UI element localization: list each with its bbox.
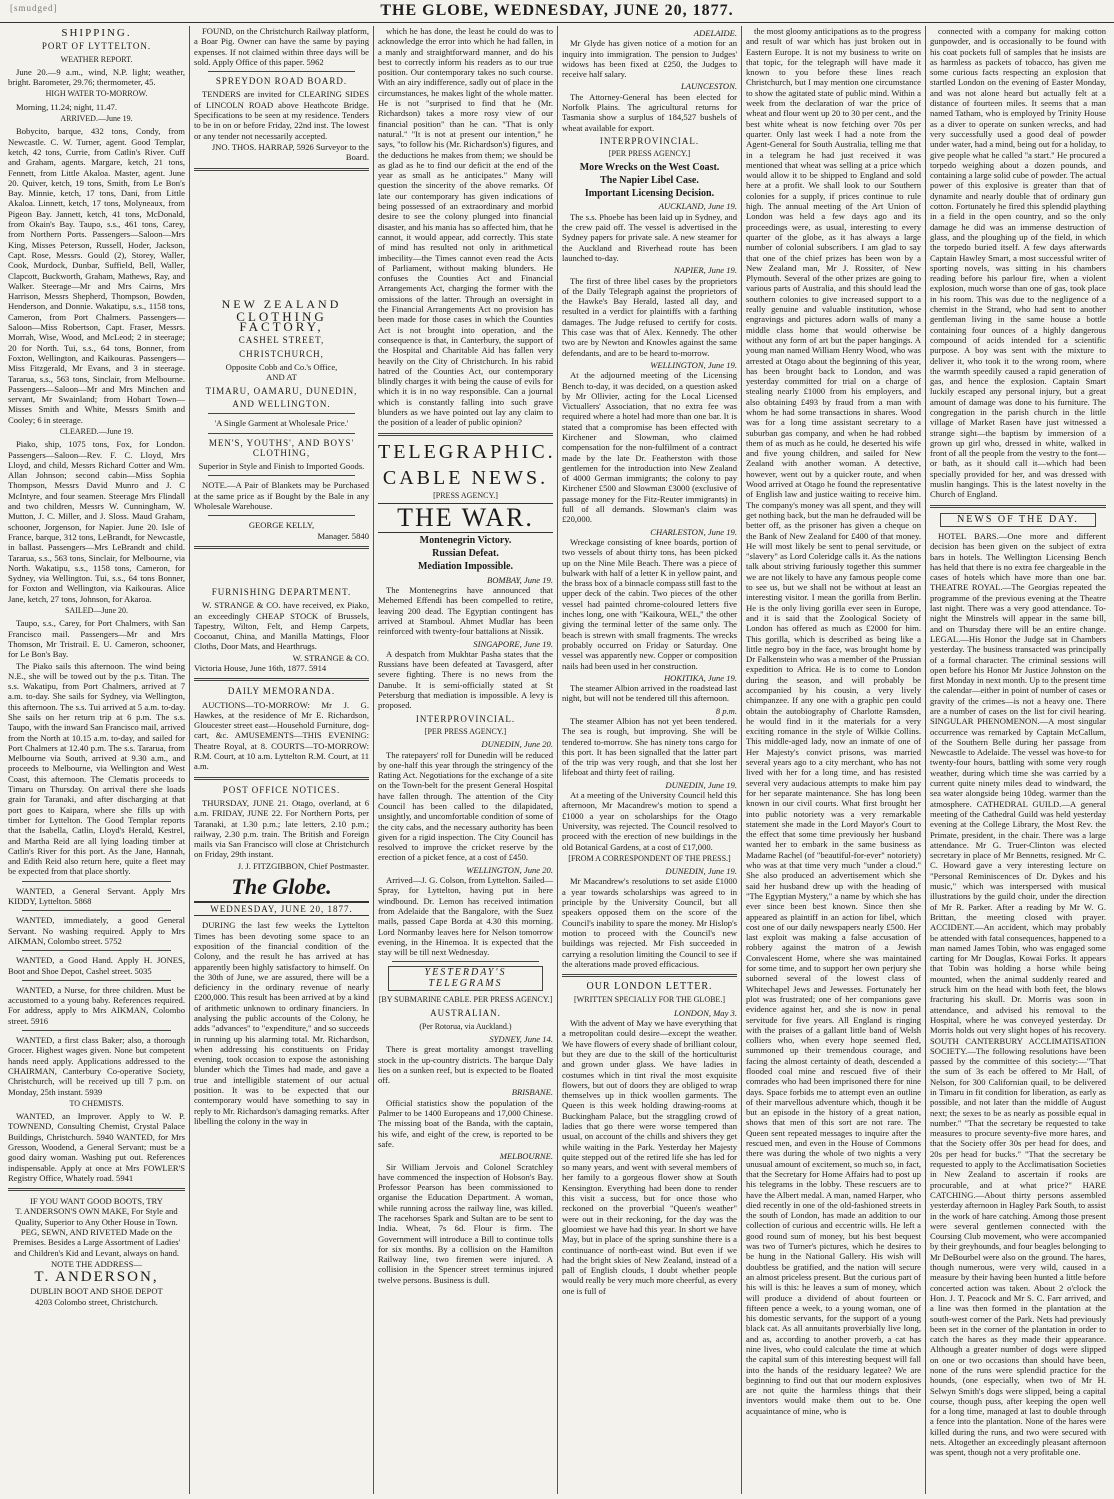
- telegraphic-heading: TELEGRAPHIC.: [378, 440, 556, 463]
- editorial-continued: which he has done, the least he could do was to acknowledge the error into which he had fallen, in a manly and straightforward manner, and do his best to correctly inform his readers as to our true position. Our contemporary takes no such course. With an airy indifference, sadly out of place in the circumstances, he makes light of the whole matter. He is not "surprised to find that he (Mr. Richardson) takes a more rosy view of our financial position" than he can. "That is only natural." "It is not at present our intention," he says, "to follow his (Mr. Richardson's) figures, and the deductions he makes from them; we should be as glad as he to find our deficit at the end of the year as small as he anticipates." Many will question the sincerity of the above remarks. Of late our contemporary has given indications of being possessed of an extraordinary and morbid desire to see the colony plunged into financial disaster, and his mania has so affected him, that he cannot, it would appear, add correctly. This state of mind has resulted not only in arithmetical imbecility—the Times cannot even read the Acts of Parliament, without making blunders. He confuses the Counties Act and Financial Arrangements Act, charging the former with the omissions of the latter. Through an oversight in the Financial Arrangements Act no provision has been made for those cases in which the Counties Act is not brought into operation, and the consequence is that, in Canterbury, the support of the Hospital and Charitable Aid has fallen very heavily on the City of Christchurch. In his rabid hatred of the Counties Act, our contemporary blindly charges it with being the cause of evils for which it is in no way responsible. Can a journal which is constantly falling into such grave blunders as we have pointed out lay any claim to the position of a leader of public opinion?: [378, 26, 554, 428]
- headline-licensing: Important Licensing Decision.: [584, 188, 715, 200]
- manager-title: Manager. 5840: [317, 530, 369, 541]
- shipping-notes: The Piako sails this afternoon. The wind being N.E., she will be towed out by the p.s. Titan. The s.s. Wakatipu, from Port Chalmers, arrived at 7 a.m. to-day. She sails for Sydney, via Wellington, this afternoon. The s.s. Tui arrived at 5 a.m. to-day. She sails on her return trip at 6 p.m. The s.s. Taupo, with the inward San Francisco mail, arrived from the North at 10.15 a.m. to-day, and sailed for Port Chalmers at 12.40 p.m. The s.s. Tararua, from Melbourne via South, arrived at 9.30 a.m., and proceeds to Melbourne, via Wellington and West Coast, this afternoon. The Clematis proceeds to Timaru on Thursday. On arrival there she loads grain for Taranaki, and after discharging at that port goes to Kaipara, where she fills up with timber for Lyttelton. The Good Templar reports that the Isabella, Catlin, Lloyd's Herald, Kestrel, and Martha Reid are all lying loading timber at Catlin's River for this port. As the Jane, Hannah, and Edith Reid also return here, quite a fleet may be expected from that place shortly.: [8, 660, 185, 877]
- cashel-street: CASHEL STREET,: [238, 335, 325, 346]
- nz-heading: NEW ZEALAND: [221, 296, 342, 311]
- column-1: [4, 26, 190, 1494]
- column-6: [926, 26, 1110, 1494]
- london-letter-text: With the advent of May we have everything that a metropolitan could desire—except the weather. We have flowers of every shade of brilliant colour, but they are due to the skill of the horticulturist and grown under glass. We have ladies in costumes which in tint rival the most exquisite flowers, but out of doors they are obliged to wrap themselves up in thick woollen garments. The Queen is this week holding drawing-rooms at Buckingham Palace, but the straggling crowd of ladies that go there were worse tempered than usual, on account of the chills and shivers they get while waiting in the Park. Yesterday her Majesty quite stepped out of the retired life she has led for so many years, and went with several members of her family to a gorgeous flower show at South Kensington. Everything had been done to render this visit a success, but for once those who reckoned on the proverbial "Queen's weather" were out in their reckoning, for the day was the gloomiest we have had this year. In short we have May, but in place of the spring sunshine there is a continuance of north-east wind. But even if we had the bright skies of New Zealand, instead of a pall of English clouds, I doubt whether people would really be very much more cheerful, as every one is full of: [562, 1018, 737, 1296]
- divider: [22, 950, 171, 951]
- towns: TIMARU, OAMARU, DUNEDIN,: [205, 385, 358, 396]
- dateline-napier: NAPIER, June 19.: [673, 265, 737, 276]
- interprovincial-heading: INTERPROVINCIAL.: [599, 135, 700, 146]
- dateline-charleston: CHARLESTON, June 19.: [650, 526, 737, 537]
- divider: [22, 1030, 171, 1031]
- divider: [8, 1188, 185, 1191]
- dateline-8pm: 8 p.m.: [715, 705, 737, 716]
- memo-text: AUCTIONS—TO-MORROW: Mr J. G. Hawkes, at the residence of Mr E. Richardson, Gloucester street east—Household Furniture, dog-cart, &c. AMUSEMENTS—THIS EVENING: Theatre Royal, at 8. COURTS—TO-MORROW: R.M. Court, at 10 a.m. Lyttelton R.M. Court, at 11 a.m.: [194, 699, 369, 772]
- page-columns: [4, 26, 1110, 1494]
- furnishing-title: FURNISHING DEPARTMENT.: [211, 586, 352, 597]
- dateline-sydney: SYDNEY, June 14.: [489, 1033, 553, 1044]
- cleared-title: CLEARED.—June 19.: [59, 426, 134, 436]
- chemists-title: TO CHEMISTS.: [69, 1098, 124, 1108]
- per-press-agency: [PER PRESS AGENCY.]: [424, 726, 507, 736]
- melbourne-text: Sir William Jervois and Colonel Scratchley have commenced the inspection of Hobson's Bay. Professor Pearson has been commissioned to organise the Education Department. A woman, while running across the railway line, was killed. The racehorses Spark and Sultan are to be sent to India. Wheat, 7s 6d. Flour is firm. The Government will introduce a Bill to continue tolls for six months. By a collision on the Hamilton Railway line, two firemen were injured. A collision in the Spencer street terminus injured twelve persons. Business is dull.: [378, 1161, 553, 1285]
- divider: [208, 413, 355, 414]
- masthead: [0, 0, 1114, 23]
- high-water-text: Morning, 11.24; night, 11.47.: [16, 101, 118, 112]
- shipping-heading: SHIPPING.: [61, 27, 132, 39]
- note-address: NOTE THE ADDRESS—: [50, 1258, 143, 1269]
- sailed-title: SAILED—June 20.: [64, 606, 129, 616]
- opposite: Opposite Cobb and Co.'s Office,: [225, 362, 338, 373]
- brisbane-text: Official statistics show the population of the Palmer to be 1400 Europeans and 17,000 Chinese. The missing boat of the Banda, with the captain, his wife, and eight of the crew, is reported to be safe.: [378, 1097, 553, 1149]
- spreydon-text: TENDERS are invited for CLEARING SIDES of LINCOLN ROAD above Heathcote Bridge. Specifications to be seen at my residence. Tenders to be in on or before Friday, 22nd inst. The lowest or any tender not necessarily accepted.: [194, 89, 369, 141]
- divider: [194, 678, 369, 681]
- dateline-dunedin: DUNEDIN, June 19.: [665, 779, 737, 790]
- memo-title: DAILY MEMORANDA.: [227, 686, 336, 697]
- dateline-dunedin-2: DUNEDIN, June 19.: [665, 866, 737, 877]
- wellington: AND WELLINGTON.: [232, 398, 331, 409]
- anderson-name: T. ANDERSON,: [34, 1269, 159, 1286]
- headline-2: Russian Defeat.: [432, 548, 499, 560]
- post-text: THURSDAY, JUNE 21. Otago, overland, at 6 a.m. FRIDAY, JUNE 22. For Northern Ports, per Taranaki, at 1.30 p.m.; late letters, 2.10 p.m.; railway, 2.30 p.m. train. The British and Foreign mails via San Francisco will close at Christchurch on Friday, 29th instant.: [194, 797, 369, 860]
- post-signature: J. J. FITZGIBBON, Chief Postmaster.: [237, 860, 369, 871]
- column-4: [558, 26, 742, 1494]
- arrived-text: Bobycito, barque, 432 tons, Condy, from Newcastle. C. W. Turner, agent. Good Templar, ketch, 42 tons, Currie, from Catlin's River. Cuff and Graham, agents. Margare, ketch, 21 tons, Fennett, from Little Akaloa. Master, agent. June 20. Quiver, ketch, 19 tons, Smith, from Le Bon's Bay. Minnie, ketch, 17 tons, Dani, from Little Akaloa. Linnett, ketch, 17 tons, Molyneaux, from Pigeon Bay. Jannett, ketch, 41 tons, McDonald, from Okain's Bay. Taupo, s.s., 461 tons, Carey, from Northern Ports. Passengers—Saloon—Mrs King, Misses Peterson, Russell, Hoder, Jackson, Capt. Rose, Messrs. Gould (2), Storey, Waller, Cook, Murdock, Dunbar, Suffield, Bell, Waller, Clapcott, Buckworth, Graham, Mathews, Ray, and Walker. Steerage—Mr and Mrs Cairns, Mrs Harrison, Messrs Shepherd, Thompson, Bowden, Henderson, and Donnie. Wakatipu, s.s., 1158 tons, Cameron, from Port Chalmers. Passengers—Saloon—Miss Robertson, Capt. Fraser, Messrs. Morrah, Wise, Wood, and McLeod; 2 in steerage; 20 for North. Tui, s.s., 64 tons, Bonner, from Foxton, Wellington, and Kaikouras. Passengers—Miss Fitzgerald, Mr Evans, and 3 in steerage. Tararua, s.s., 563 tons, Sinclair, from Melbourne. Passengers—Saloon—Mr and Mrs Minchen and servant, Mr Swainland; from Hobart Town—Misses Smith and White, Messrs Smith and Cooley; 6 in steerage.: [8, 126, 185, 425]
- launceston-text: The Attorney-General has been elected for Norfolk Plains. The agricultural returns for Tasmania show a surplus of 184,527 bushels of wheat available for export.: [562, 91, 737, 133]
- sailed-text: Taupo, s.s., Carey, for Port Chalmers, with San Francisco mail. Passengers—Mr and Mrs Thomson, Mr Tristrail. E. U. Cameron, schooner, for Le Bon's Bay.: [8, 618, 185, 660]
- wellington-text: Arrived—J. G. Colson, from Lyttelton. Sailed—Spray, for Lyttelton, having put in here windbound. Dr. Lemon has received intimation from Adelaide that the Bangalore, with the Suez mails, passed Cape Borda at 4.30 this morning. Lord Normanby leaves here for Nelson tomorrow evening, in the Hinemoa. It is expected that the stay will be till next Wednesday.: [378, 875, 553, 958]
- per-press-agency: [PER PRESS AGENCY.]: [608, 149, 691, 159]
- column-2: [190, 26, 374, 1494]
- dateline-wellington: WELLINGTON, June 19.: [650, 359, 737, 370]
- charleston-text: Wreckage consisting of knee boards, portion of two vessels of about thirty tons, has been picked up on the Nine Mile Beach. There was a piece of bulwark with half of a letter K in yellow paint, and the brass box of a binnacle compass still fast to the upper deck of the cabin. Two pieces of the other vessel had painted chrome-coloured letters five inches long, one with "Kaikoura, WEL," the other giving the terminal letter of the same only. The beach is strewn with small fragments. The wrecks probably occurred on Friday or Saturday. One vessel was apparently new. Copper or composition nails had been used in her construction.: [562, 536, 737, 671]
- auckland-text: The s.s. Phoebe has been laid up in Sydney, and the crew paid off. The vessel is advertised in the Sydney papers for private sale. A new steamer for the Auckland and Riverhead route has been launched to-day.: [562, 211, 737, 263]
- adelaide-text: Mr Glyde has given notice of a motion for an inquiry into immigration. The pension to Judges' widows has been fixed at £250, the Judges to receive half salary.: [562, 38, 737, 80]
- hokitika-text: The steamer Albion arrived in the roadstead last night, but will not be tendered till this afternoon.: [562, 683, 737, 704]
- furnishing-text: W. STRANGE & CO. have received, ex Piako, an exceedingly CHEAP STOCK of Brussels, Tapestry, Wilton, Felt, and Hemp Carpets, Cocoanut, China, and Manilla Mattings, Floor Cloths, Door Mats, and Hearthrugs.: [194, 600, 369, 652]
- headline-1: Montenegrin Victory.: [419, 534, 512, 546]
- headline-wrecks: More Wrecks on the West Coast.: [579, 161, 720, 173]
- headline-3: Mediation Impossible.: [417, 561, 513, 573]
- divider: [562, 974, 737, 977]
- australian-heading: AUSTRALIAN.: [430, 1008, 501, 1019]
- wellington-text: At the adjourned meeting of the Licensing Bench to-day, it was decided, on a question asked by Mr Ollivier, acting for the Local Licensed Victuallers' Association, that no extra fee was required where a hotel had more than one bar. It is stated that a compromise has been effected with Kirchener and Slowman, who claimed compensation for the non-fulfilment of a contract made by the late Dr. Featherston with those gentlemen for the introduction into New Zealand of 4000 German immigrants; the colony to pay Kirchener £500 and Slowman £3000 (exclusive of passage money for the Fitz-Reuter immigrants) in full of all demands. Slowman's claim was £20,000.: [562, 370, 737, 525]
- war-text: The Montenegrins have announced that Mehemed Effendi has been compelled to retire, leaving 200 dead. The Egyptian contingent has arrived at Stamboul. Ahmet Mudlar has been reinforced with twenty-four battalions at Nissik.: [378, 585, 553, 637]
- weather-title: WEATHER REPORT.: [60, 54, 133, 64]
- ad-wanted-2: WANTED, immediately, a good General Servant. No washing required. Apply to Mrs AIKMAN, Colombo street. 5752: [8, 915, 185, 946]
- dateline-bombay: BOMBAY, June 19.: [486, 574, 553, 585]
- dunedin-text: At a meeting of the University Council held this afternoon, Mr Macandrew's motion to spend a £1000 a year on scholarships for the Otago University, was rejected. The Council resolved to proceed with the erection of new buildings in the old Botanical Gardens, at a cost of £17,000.: [562, 790, 737, 852]
- weather-report: June 20.—9 a.m., wind, N.P. light; weather, bright. Barometer, 29.76; thermometer, 45.: [8, 66, 185, 88]
- anderson-street: 4203 Colombo street, Christchurch.: [35, 1296, 158, 1307]
- editorial: DURING the last few weeks the Lyttelton Times has been devoting some space to an exposition of the financial condition of the Colony, and the result he has arrived at has apparently been highly satisfactory to himself. On the 30th of June, we are assured, there will be a deficiency in the ordinary revenue of nearly £200,000. This result has been arrived at by a kind of arithmetic unknown to ordinary financiers. In analysing the public accounts of the Colony, he adds "advances" to "expenditure," and so succeeds in running up his alarming total. Mr. Richardson, when addressing his constituents on Friday evening, took occasion to expose the astonishing blunder which the Times had made, and gave a true and intelligible statement of our actual position. It was to be expected that our contemporary would have something to say in reply to Mr. Richardson's damaging remarks. After libelling the colony in the way in: [194, 920, 369, 1126]
- divider: [194, 168, 369, 171]
- london-letter-continued: the most gloomy anticipations as to the progress and result of war which has just broken out in Eastern Europe. It is not my business to write on that topic, for the telegraph will have made it known to you before these lines reach Christchurch, but I may mention one circumstance to show the agitated state of public mind. Within a week from the declaration of war the price of wheat and flour went up 20 to 30 per cent., and the best white wheat is now fetching over 70s per quarter. Only last week I had a note from the Agent-General for South Australia, telling me that in a telegram he had just received it was mentioned that wheat was selling at a price which would allow it to be shipped to England and sold here at a profit. We shall look to our Southern colonies for a supply, if prices continue to rule high. The annual meeting of the Art Union of London was held a few days ago and its proceedings were, as usual, interesting to every quarter of the globe, as it has always a large number of colonial subscribers. I am glad to say that one of the chief prizes has been won by a New Zealand man, Mr J. Rossiter, of New Plymouth. Several of the other prizes are going to various parts of Australia, and this should lead the southern colonies to give increased support to a really genuine and valuable institution, whose engravings and pictures adorn walls of many a middle class home that would otherwise be without any form of art but the paper hangings. A young man named William Henry Wood, who was arrested at Otago about the beginning of this year, has been brought back to London, and was yesterday committed for trial on a charge of stealing nearly £1000 from his employers, and also obtaining £493 by fraud from a man with whom he had some transactions in shares. Wood was for a long time assistant secretary to a suburban gas company, and when he had robbed them of as much as he could, he deserted his wife and five young children, and sailed for New Zealand with another woman. A detective, however, went out by a quicker route, and when Wood arrived at Otago he found the representative of English law and justice waiting to receive him. The company's money was all spent, and they will get nothing back, but the man he defrauded will be better off, as the prisoner has given a cheque on the Bank of New Zealand for £400 of that money. He will most likely be sent to penal servitude, or "slavery" as Lord Coleridge calls it. As the nations talk about striving furiously together this summer we are not likely to have any famous people come to see us, but we shall not be without at least an interesting visitor. I mean the gorilla from Berlin. He is the only living gorilla ever seen in Europe, and it is said that the Zoological Society of London has offered as much as £2000 for him. This gorilla, which is described as being like a little negro boy in the face, was brought home by Dr Falkenstein who was a member of the Prussian expedition to Africa. He is to come to London during the season, and will probably be accompanied by his cousin, a very lively chimpanzee. If any one with a graphic pen could obtain the autobiography of Charlotte Ramsden, he would find in it the materials for a very exciting romance in the style of Wilkie Collins. This middle-aged lady, now an inmate of one of Her Majesty's convict prisons, was married several years ago to a city merchant, who has not lived with her for a long time, and has resisted several very audacious attempts to make him pay for her separate maintenance. She has long been known in our civil courts. What first brought her into public notoriety was a very remarkable statement she made in the Lord Mayor's Court to the effect that some time previously her husband wanted her to embark in the same business as Madame Rachel (of "beautiful-for-ever" notoriety) who was at that time very much "under a cloud." She also produced an advertisement which she said her husband drew up with the heading of "The Egyptian Mystery," a name by which she has ever since been best known. Since then she appeared as plaintiff in an action for libel, which cost one of our daily newspapers nearly £500. Her last exploit was making a false accusation of robbery against the matron of a Jewish Convalescent Home, where she was maintained for some time, and to support her own perjury she suborned several of the lowest class of Whitechapel Jews and Jewesses. Fortunately her plot was frustrated; one of her companions gave evidence against her, and she is now in penal servitude for five years. All England is ringing with the praises of a gallant little band of Welsh colliers who, when every hope seemed fled, summoned up their tremendous courage, and facing the almost certainty of death, descended a flooded coal mine and rescued five of their comrades who had been imprisoned there for nine days. Space forbids me to attempt even an outline of their marvellous adventure which, though it be but an episode in the history of a great nation, shows that men of this sort are not rare. The Queen sent repeated messages to inquire after the rescued men, and even in the House of Commons there was during the whole of two nights a very unusual amount of excitement, so much so, in fact, that the Secretary for Home Affairs had to post up his telegrams in the lobby. These rescuers are to have the Albert medal. A man, named Harper, who died recently in one of the old-fashioned streets in the south of London, has made an addition to our collection of curious and eccentric wills. He left a good round sum of money, but his best bequest was two of Turner's pictures, which he desires to be hung in the National Gallery. His wish will doubtless be gratified, and the nation will secure an almost priceless present. But the curious part of his will is this: he leaves a sum of money, which will produce a dividend of about fourteen or fifteen pence a week, to a young woman, one of his domestic servants, for the support of a young black cat. As all annuitants proverbially live long, and as, according to another proverb, a cat has nine lives, who could calculate the time at which the capital sum of this interesting bequest will fall into the hands of the residuary legatee? We are beginning to find out that our modern explosives are not quite the harmless things that their inventors would make them out to be. One acquaintance of mine, who is: [746, 26, 921, 1416]
- interprovincial-heading: INTERPROVINCIAL.: [415, 713, 516, 724]
- clothing-factory-heading: CLOTHING FACTORY,: [236, 308, 327, 335]
- divider: [208, 515, 355, 516]
- correspondent-note: [FROM A CORRESPONDENT OF THE PRESS.]: [568, 853, 731, 863]
- news-of-the-day-text: HOTEL BARS.—One more and different decision has been given on the subject of extra bars in hotels. The Wellington Licensing Bench has held that there is no extra fee chargeable in the cases of hotels which have more than one bar. THEATRE ROYAL.—The Georgias repeated the programme of the previous evening at the Theatre last night. There was a very good attendance. To-night the Minstrels will appear in the same bill, and on Thursday there will be an entire change. LEGAL.—His Honor the Judge sat in Chambers yesterday. The business transacted was principally of a formal character. The criminal sessions will open before his Honor Mr Justice Johnston on the first Monday in next month. Up to the present time the calendar—either in point of number of cases or gravity of the crimes—is not a heavy one. There are a number of cases on the list for civil hearing. SINGULAR PHENOMENON.—A most singular occurrence was remarked by Captain McCallum, of the Southern Belle during her passage from Newcastle to Adelaide. The vessel was hove-to for twenty-four hours, battling with some very rough weather, during which time she was carried by a current quite ninety miles dead to windward, the sea water alongside being 10deg. warmer than the atmosphere. CATHEDRAL GUILD.—A general meeting of the Cathedral Guild was held yesterday evening at the College Library, the Most Rev. the Primate, president, in the chair. There was a large attendance. Mr G. Truer-Clinton was elected secretary in place of Mr Bennetts, resigned. Mr C. C. Howard gave a very interesting lecture on "Personal Reminiscences of Dr. Dykes and his music," which was interspersed with musical illustrations by the guild choir, under the direction of Mr R. Parker. After a reading by Mr W. G. Brittan, the meeting closed with prayer. ACCIDENT.—An accident, which may probably be attended with fatal consequences, happened to a man named James Tobin, who was engaged some carting for Mr Douglas, Kowai Forks. It appears that Tobin was holding a horse while being mounted, when the animal suddenly reared and struck him on the head with both feet, the blows fracturing his skull. Dr. Morris was soon in attendance, and advised his removal to the Hospital, where he was conveyed yesterday. Dr Morris holds out very slight hopes of his recovery. SOUTH CANTERBURY ACCLIMATISATION SOCIETY.—The following resolutions have been passed by the committee of this society:—"That the sum of 3s each be offered to Mr Hall, of Nelson, for 300 Californian quail, to be delivered in Timaru in fit condition for liberation, as early as possible, and not later than the middle of August next; the sexes to be as nearly as possible equal in number." "That the secretary be requested to take measures to procure seventy-five more hares, and that the Society offer 30s per head for does, and 20s per head for bucks." "That the secretary be requested to apply to the Acclimatisation Societies in New Zealand to ascertain if rooks are procurable, and at what price?" HARE CATCHING.—About thirty persons assembled yesterday afternoon in Hagley Park South, to assist in the work of hare catching. Among those present were several gentlemen connected with the Coursing Club movement, who were accompanied by their greyhounds, and four beagles belonging to Mr DeBourbel were also on the ground. The hares, though numerous, were very wild, caused in a measure by their having been hunted a little before concerted action was taken. About 2 o'clock the Hon. J. T. Peacock and Mr S. C. Farr arrived, and a line was then formed in the plantation at the south-west corner of the Park. Nets had previously been set in the corner of the plantation in order to catch the hares as they made their appearance. Although a greater number of dogs were slipped on one or two occasions than should have been, none of the runs were splendid practice for the hounds, (one especially, when two of Mr H. Selwyn Smith's dogs were slipped, being a capital course, though puss, after keeping the open well for a long time, managed at last to double through a fence into the plantation. None of the hares were killed during the runs, and two were secured with nets. Altogether an exceedingly pleasant afternoon was spent, though not a very profitable one.: [930, 530, 1106, 1458]
- page-reference: [smudged]: [10, 3, 58, 13]
- christchurch: CHRISTCHURCH,: [239, 348, 324, 359]
- the-war-heading: THE WAR.: [378, 503, 553, 533]
- port-subheading: PORT OF LYTTELTON.: [41, 41, 152, 52]
- dateline-hokitika: HOKITIKA, June 19.: [663, 672, 737, 683]
- singapore-text: A despatch from Mukhtar Pasha states that the Russians have been defeated at Tavasgerd, after severe fighting. There is no news from the Danube. It is semi-officially stated at St Petersburg that mediation is impossible. A levy is proposed.: [378, 648, 553, 711]
- anderson-depot: DUBLIN BOOT AND SHOE DEPOT: [30, 1286, 163, 1297]
- yesterdays-telegrams-heading: YESTERDAY'S TELEGRAMS: [388, 966, 543, 991]
- london-letter-heading: OUR LONDON LETTER.: [586, 981, 713, 993]
- post-title: POST OFFICE NOTICES.: [222, 784, 341, 795]
- divider: [22, 881, 171, 882]
- divider: [930, 505, 1106, 508]
- divider: [208, 433, 355, 434]
- dateline-dunedin: DUNEDIN, June 20.: [481, 739, 553, 750]
- garment-slogan: 'A Single Garment at Wholesale Price.': [214, 418, 349, 429]
- high-water-title: HIGH WATER TO-MORROW.: [45, 89, 148, 99]
- found-ad: FOUND, on the Christchurch Railway platform, a Boar Pig. Owner can have the same by paying expenses. If not claimed within three days will be sold. Apply Office of this paper. 5962: [194, 26, 369, 67]
- dateline-london: LONDON, May 3.: [673, 1007, 737, 1018]
- dateline-singapore: SINGAPORE, June 19.: [473, 638, 553, 649]
- headline-libel: The Napier Libel Case.: [600, 174, 699, 186]
- masthead-title: THE GLOBE, WEDNESDAY, JUNE 20, 1877.: [380, 2, 734, 19]
- ad-wanted-5: WANTED, a first class Baker; also, a thorough Grocer. Highest wages given. None but competent hands need apply. Applications addressed to the CHAIRMAN, Canterbury Co-operative Society, Christchurch, will be received up till 7 p.m. on Monday, 25th instant. 5939: [8, 1035, 185, 1097]
- blanket-note: NOTE.—A Pair of Blankets may be Purchased at the same price as if Bought by the Bale in any Wholesale Warehouse.: [194, 480, 369, 512]
- correspondent-text: Mr Macandrew's resolutions to set aside £1000 a year towards scholarships was agreed to in principle by the University Council, but all speakers opposed them on the score of the Council's inability to spare the money. Mr Hislop's motion to proceed with the Council's new buildings was rejected. Mr Fish succeeded in carrying a resolution limiting the Council to see if the alterations made proved efficacious.: [562, 876, 737, 969]
- ad-space: [194, 176, 369, 296]
- boots-text: T. ANDERSON'S OWN MAKE, For Style and Quality, Superior to Any Other House in Town. PEG, SEWN, AND RIVETED Made on the Premises. Besides a Large Assortment of Ladies' and Children's Kid and Levant, always on hand.: [12, 1206, 181, 1258]
- divider: [208, 71, 355, 72]
- arrived-title: ARRIVED.—June 19.: [60, 114, 133, 124]
- dateline-launceston: LAUNCESTON.: [681, 81, 737, 92]
- dateline-auckland: AUCKLAND, June 19.: [658, 201, 737, 212]
- column-3: [374, 26, 558, 1494]
- london-letter-sub: [WRITTEN SPECIALLY FOR THE GLOBE.]: [574, 995, 725, 1005]
- cable-news-heading: CABLE NEWS.: [382, 466, 549, 489]
- dateline-melbourne: MELBOURNE.: [499, 1151, 553, 1162]
- globe-title: The Globe.: [231, 874, 332, 900]
- divider: [194, 777, 369, 780]
- ad-wanted-3: WANTED, a Good Hand. Apply H. JONES, Boot and Shoe Depot, Cashel street. 5035: [8, 955, 185, 976]
- press-agency: [PRESS AGENCY.]: [433, 490, 498, 500]
- rotorua: (Per Rotorua, via Auckland.): [419, 1021, 512, 1031]
- napier-text: The first of three libel cases by the proprietors of the Daily Telegraph against the proprietors of the Hawke's Bay Herald, lasted all day, and resulted in a verdict for plaintiffs with a farthing damages. The Judge refused to certify for costs. This case was that of Alex. Kennedy. The other two are by Newton and Knowles against the same defendants, and are to be heard to-morrow.: [562, 275, 737, 358]
- divider: [194, 546, 369, 549]
- spreydon-title: SPREYDON ROAD BOARD.: [215, 76, 348, 87]
- column-5: [742, 26, 926, 1494]
- divider: [22, 910, 171, 911]
- submarine-cable: [BY SUBMARINE CABLE. PER PRESS AGENCY.]: [378, 995, 553, 1005]
- strange-address: Victoria House, June 16th, 1877. 5914: [194, 662, 327, 673]
- and-at: AND AT: [266, 372, 297, 383]
- mens-clothing: MEN'S, YOUTHS', AND BOYS' CLOTHING,: [208, 437, 355, 458]
- spreydon-signature: JNO. THOS. HARRAP, 5926 Surveyor to the Board.: [211, 141, 369, 163]
- superior: Superior in Style and Finish to Imported Goods.: [198, 461, 365, 472]
- ad-wanted-4: WANTED, a Nurse, for three children. Must be accustomed to a young baby. References required. For address, apply to Mrs AIKMAN, Colombo street. 5916: [8, 984, 185, 1026]
- chemists-ads: WANTED, an Improver. Apply to W. P. TOWNEND, Consulting Chemist, Crystal Palace Buildings, Christchurch. 5940 WANTED, for Mrs Gresson, Woodend, a General Servant; must be a good dairy woman. Washing put out. References indispensable. Apply at once at Mrs FOWLER'S Registry Office, Whately road. 5941: [8, 1111, 185, 1183]
- divider: [208, 475, 355, 476]
- ad-space: [194, 554, 369, 584]
- divider: [392, 961, 539, 962]
- boots-title: IF YOU WANT GOOD BOOTS, TRY: [30, 1196, 163, 1207]
- strange-signature: W. STRANGE & CO.: [292, 652, 369, 663]
- eight-pm-text: The steamer Albion has not yet been tendered. The sea is rough, but improving. She will be tendered to-morrow. She has ninety tons cargo for this port. It has been signalled that the latter part of the trip was very rough, and that she lost her lifeboat and thirty feet of railing.: [562, 716, 737, 778]
- manager-name: GEORGE KELLY,: [248, 520, 315, 531]
- dateline-wellington: WELLINGTON, June 20.: [466, 864, 553, 875]
- dunedin-text: The ratepayers' roll for Dunedin will be reduced by one-half this year through the stringency of the Rating Act. Negotiations for the exchange of a site on the Town-belt for the present General Hospital have fallen through. The attention of the City Council has been called to the dilapidated, unsightly, and uncomfortable condition of some of the city cabs, and the necessary authority has been given for a rigid inspection. The City Council has resolved to improve the cricket reserve by the erection of a picket fence, at a cost of £450.: [378, 749, 553, 863]
- sydney-text: There is great mortality amongst travelling stock in the up-country districts. The barque Daly lies on a sunken reef, but is expected to be floated off.: [378, 1044, 553, 1086]
- divider: [378, 433, 553, 436]
- ad-wanted-1: WANTED, a General Servant. Apply Mrs KIDDY, Lyttelton. 5868: [8, 885, 185, 907]
- cleared-text: Piako, ship, 1075 tons, Fox, for London. Passengers—Saloon—Rev. F. C. Lloyd, Mrs Lloyd, and child, Messrs Richard Cotter and Wm. Allan Johnson; second cabin—Miss Sophia Thompson, Messrs David Munro and J. C McIntyre, and four seamen. Steerage Mrs Flindall and two children, Messrs W. Cunningham, W. Mutton, J. C. Miller, and J. Sloss. Maud Graham, schooner, Jorgenson, for Napier. June 20. Isle of France, barque, 312 tons, LeBrandt, for Newcastle, in ballast. Passengers—Mrs LeBrandt and child. Tararua, s.s., 563 tons, Sinclair, for Melbourne, via North. Wakatipu, s.s., 1158 tons, Cameron, for Sydney, via Wellington. Tui, s.s., 64 tons Bonner, for Foxton and Wellington, via Kaikouras. Alice Jane, ketch, 27 tons, Johnson, for Akaroa.: [8, 439, 185, 604]
- globe-date: WEDNESDAY, JUNE 20, 1877.: [194, 901, 369, 916]
- news-of-the-day-heading: NEWS OF THE DAY.: [940, 513, 1096, 527]
- divider: [22, 980, 171, 981]
- london-letter-end: connected with a company for making cotton gunpowder, and is occasionally to be found with his coat pockets full of samples that he insists are as harmless as packets of tobacco, has given me some curious facts respecting an explosion that startled London on the evening of Easter Monday, and was not alone heard but actually felt at a distance of fourteen miles. It seems that a man named Tatham, who is employed by Trinity House as a diver to operate on sunken wrecks, and had very successfully used a good deal of powder under water, had a mind, being out for a holiday, to give people what he called "a start." He procured a torpedo weighing about a dozen pounds, and containing a large solid cube of powder. The actual power of this explosive is greater than that of dynamite and nearly double that of ordinary gun cotton. Fortunately he fired this splendid plaything in a field in the open country, and so the only damage he did was an immense destruction of glass, and the ploughing up of the field, in which the torpedo buried itself. A few days afterwards Captain Hawley Smart, a most successful writer of sporting novels, was sitting in his chambers reading before his parlour fire, when a violent explosion, much worse than one of gas, took place in his room. This was due to the negligence of a chemist in the Strand, who had sent to another gentleman living in the same house a bottle containing four ounces of a highly dangerous compound of acids intended for a scientific purpose. A boy was sent with the mixture to deliver it, who took it to the wrong room, where the warmth speedily caused a rapid generation of gas, and hence the explosion. Captain Smart luckily escaped any personal injury, but a great amount of damage was done to his furniture. The congregation in the parish church in the little village of Market Rasen have just witnessed a strange sight—the baptism by immersion of a grown up girl who, dressed in white, walked in front of all the people from the vestry to the font—or bath, as it should call it—which had been specially provided for her, and was dressed with muslin hangings. This is the latest novelty in the Church of England.: [930, 26, 1106, 500]
- dateline-brisbane: BRISBANE.: [511, 1087, 553, 1098]
- dateline-adelaide: ADELAIDE.: [693, 28, 737, 38]
